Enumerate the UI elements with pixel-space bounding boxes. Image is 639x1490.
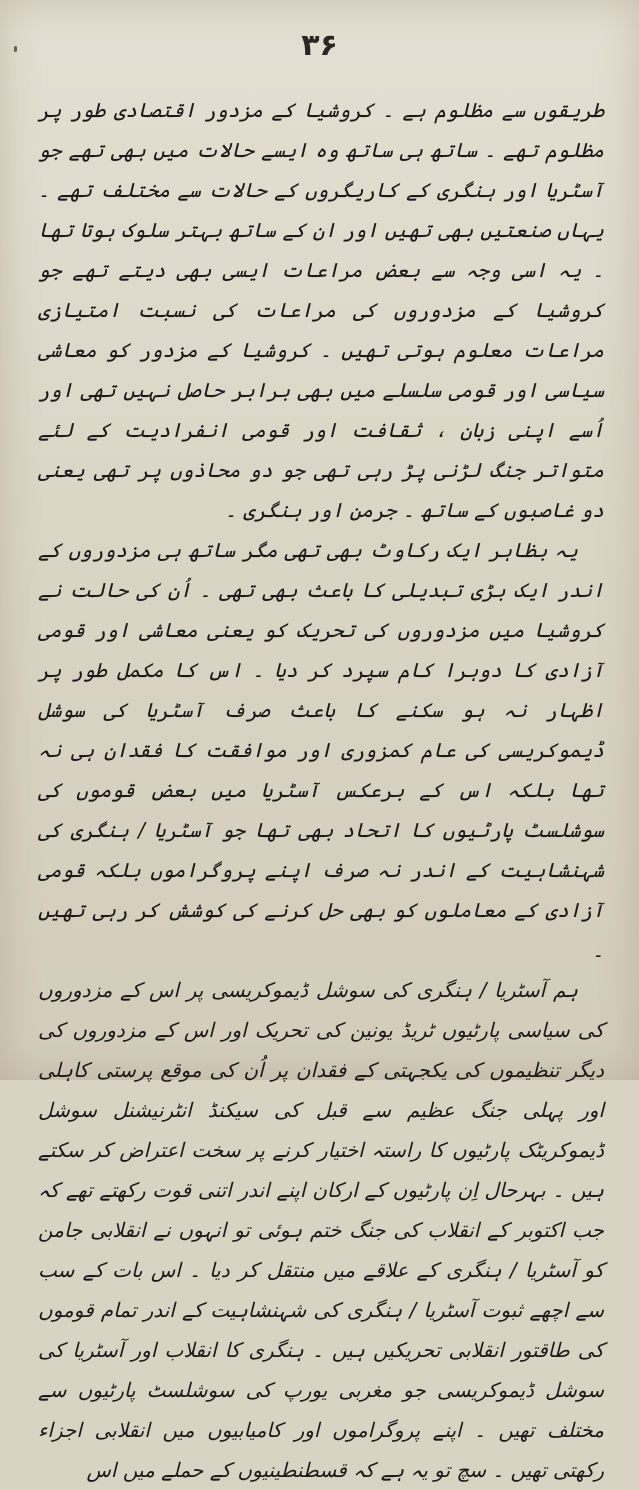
paragraph-1: طریقوں سے مظلوم ہے ۔ کروشیا کے مزدور اقتصادی طور پر مظلوم تھے ۔ ساتھ ہی ساتھ وہ ایسے حالات میں بھی تھے جو آسٹریا اور ہنگری کے کاریگروں کے حالات سے مختلف تھے ۔ یہاں صنعتیں بھی تھیں اور ان کے ساتھ بہتر سلوک ہوتا تھا ۔ یہ اسی وجہ سے بعض مراعات ایسی بھی دیتے تھے جو کروشیا کے مزدوروں کی مراعات کی نسبت امتیازی مراعات معلوم ہوتی تھیں ۔ کروشیا کے مزدور کو معاشی سیاسی اور قومی سلسلے میں بھی برابر حاصل نہیں تھی اور اُسے اپنی زبان ، ثقافت اور قومی انفرادیت کے لئے متواتر جنگ لڑنی پڑ رہی تھی جو دو محاذوں پر تھی یعنی دو غاصبوں کے ساتھ ۔ جرمن اور ہنگری ۔ xyxy=(38,98,604,522)
paragraph-2: یہ بظاہر ایک رکاوٹ بھی تھی مگر ساتھ ہی مزدوروں کے اندر ایک بڑی تبدیلی کا باعث بھی تھی ۔ اُن کی حالت نے کروشیا میں مزدوروں کی تحریک کو یعنی معاشی اور قومی آزادی کا دوہرا کام سپرد کر دیا ۔ اس کا مکمل طور پر اظہار نہ ہو سکنے کا باعث صرف آسٹریا کی سوشل ڈیموکریسی کی عام کمزوری اور موافقت کا فقدان ہی نہ تھا بلکہ اس کے برعکس آسٹریا میں بعض قوموں کی سوشلسٹ پارٹیوں کا اتحاد بھی تھا جو آسٹریا / ہنگری کی شہنشاہیت کے اندر نہ صرف اپنے پروگراموں بلکہ قومی آزادی کے معاملوں کو بھی حل کرنے کی کوشش کر رہی تھیں ۔ xyxy=(38,538,604,962)
page-body-text xyxy=(38,90,604,1490)
page-number: ۳۶ xyxy=(301,28,338,63)
paragraph-3: ہم آسٹریا / ہنگری کی سوشل ڈیموکریسی پر اس کے مزدوروں کی سیاسی پارٹیوں ٹریڈ یونین کی تحریک اور اس کے مزدوروں کی دیگر تنظیموں کی یکجہتی کے فقدان پر اُن کی موقع پرستی کاہلی اور پہلی جنگ عظیم سے قبل کی سیکنڈ انٹرنیشنل سوشل ڈیموکریٹک پارٹیوں کا راستہ اختیار کرنے پر سخت اعتراض کر سکتے ہیں ۔ بہرحال اِن پارٹیوں کے ارکان اپنے اندر اتنی قوت رکھتے تھے کہ جب اکتوبر کے انقلاب کی جنگ ختم ہوئی تو انہوں نے انقلابی جامن کو آسٹریا / ہنگری کے علاقے میں منتقل کر دیا ۔ اس بات کے سب سے اچھے ثبوت آسٹریا / ہنگری کی شہنشاہیت کے اندر تمام قوموں کی طاقتور انقلابی تحریکیں ہیں ۔ ہنگری کا انقلاب اور آسٹریا کی سوشل ڈیموکریسی جو مغربی یورپ کی سوشلسٹ پارٹیوں سے مختلف تھیں ۔ اپنے پروگراموں اور کامیابیوں میں انقلابی اجزاء رکھتی تھیں ۔ سچ تو یہ ہے کہ قسطنطینیوں کے حملے میں اس xyxy=(38,978,604,1482)
